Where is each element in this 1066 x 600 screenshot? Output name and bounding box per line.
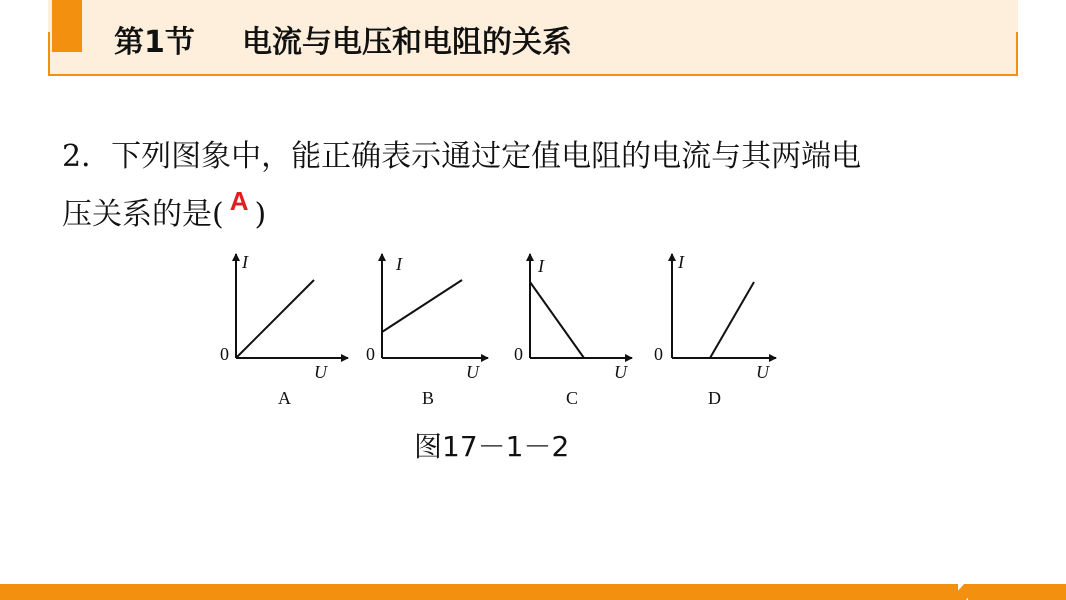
section-title: 电流与电压和电阻的关系 xyxy=(242,25,572,60)
graph-b xyxy=(366,254,488,408)
graph-b-y-label: I xyxy=(396,254,402,274)
graph-c-y-label: I xyxy=(538,256,544,276)
graph-d-y-label: I xyxy=(678,252,684,272)
graph-d-label: D xyxy=(708,388,721,408)
graph-c-origin: 0 xyxy=(514,344,523,364)
question-line2: 压关系的是( xyxy=(62,197,224,232)
figure-caption: 图17－1－2 xyxy=(414,430,570,463)
answer-mark: A xyxy=(229,186,249,216)
graph-a-origin: 0 xyxy=(220,344,229,364)
graph-b-label: B xyxy=(422,388,435,408)
graph-a xyxy=(220,252,348,408)
graph-b-x-label: U xyxy=(466,362,479,382)
graph-c-label: C xyxy=(566,388,579,408)
graph-a-y-label: I xyxy=(242,252,248,272)
graph-c xyxy=(514,254,632,408)
graph-a-label: A xyxy=(278,388,291,408)
question-close: ) xyxy=(254,197,267,232)
question-line1: 下列图象中，能正确表示通过定值电阻的电流与其两端电 xyxy=(111,139,862,174)
graphs-figure xyxy=(210,244,810,420)
section-number: 第1节 xyxy=(114,25,195,60)
footer-bar xyxy=(0,584,958,600)
graph-d-origin: 0 xyxy=(654,344,663,364)
question-number: 2． xyxy=(62,139,112,174)
graph-d-x-label: U xyxy=(756,362,769,382)
graph-b-origin: 0 xyxy=(366,344,375,364)
graph-c-x-label: U xyxy=(614,362,627,382)
footer-bar-end xyxy=(968,584,1066,600)
header-accent-block xyxy=(52,0,82,52)
graph-d xyxy=(654,252,776,408)
graph-a-x-label: U xyxy=(314,362,327,382)
question-text xyxy=(62,128,992,244)
